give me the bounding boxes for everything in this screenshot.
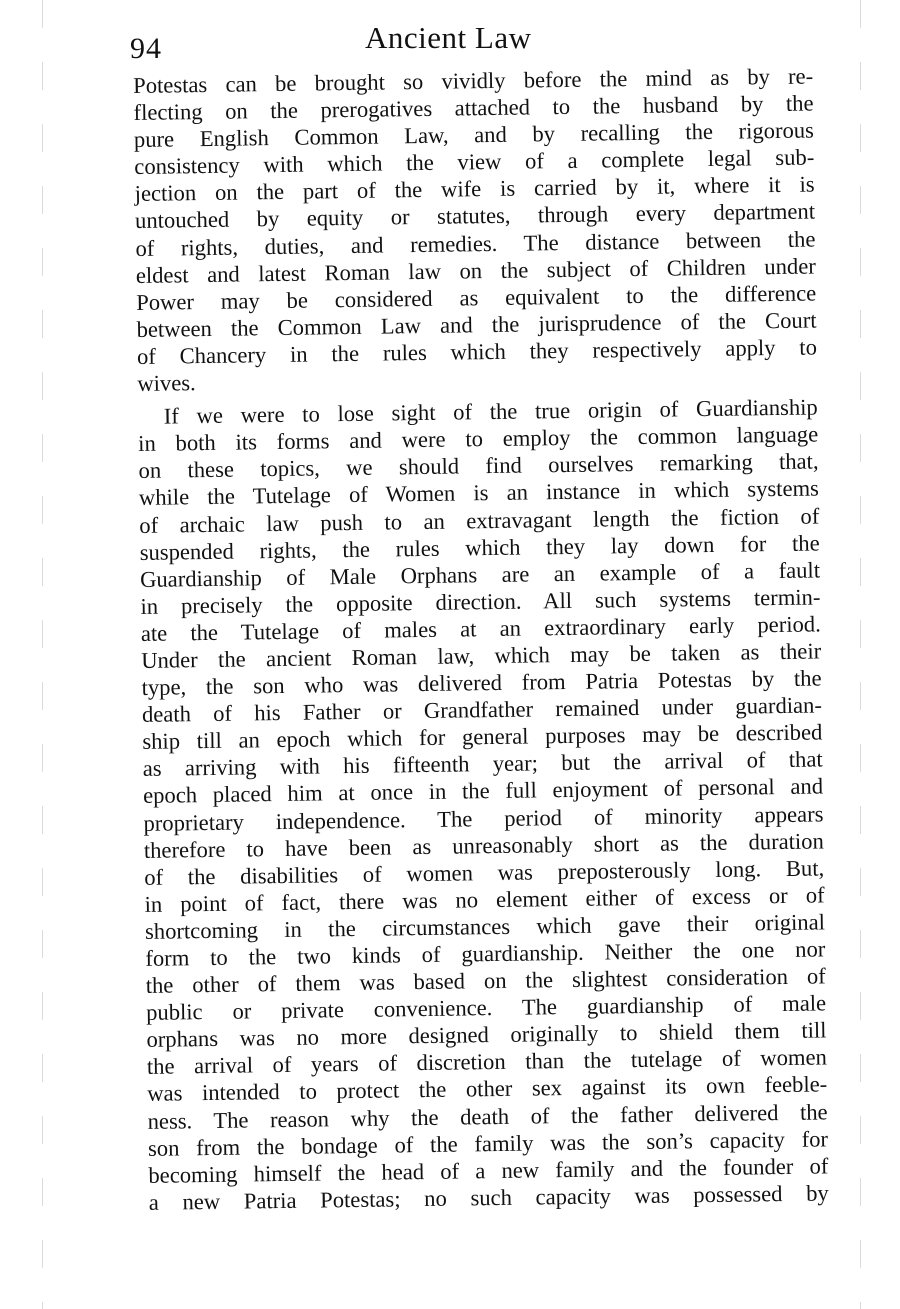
- text-line: orphans was no more designed originally to shield them till: [146, 1017, 827, 1053]
- text-line: the arrival of years of discretion than the tutelage of women: [146, 1044, 827, 1080]
- text-line: while the Tutelage of Women is an instance in which systems: [138, 475, 820, 511]
- margin-scan-noise: [860, 0, 861, 1309]
- text-line: son from the bondage of the family was the son’s capacity for: [147, 1126, 829, 1161]
- text-line: death of his Father or Grandfather remained under guardian-: [141, 692, 823, 728]
- text-line: as arriving with his fifteenth year; but the arrival of that: [142, 746, 823, 782]
- text-line: therefore to have been as unreasonably short as the duration: [143, 828, 824, 863]
- text-line: shortcoming in the circumstances which gave their original: [144, 909, 826, 944]
- text-line: Power may be considered as equivalent to the difference: [136, 280, 817, 315]
- text-line: a new Patria Potestas; no such capacity was possessed by: [148, 1180, 829, 1215]
- text-line: consistency with which the view of a complete legal sub-: [134, 144, 815, 180]
- text-line: becoming himself the head of a new family and the founder of: [148, 1153, 829, 1188]
- page-header: [128, 18, 818, 68]
- text-line: ness. The reason why the death of the father delivered the: [147, 1098, 828, 1134]
- text-line: was intended to protect the other sex against its own feeble-: [147, 1071, 828, 1107]
- text-line: Under the ancient Roman law, which may be taken as their: [141, 638, 822, 673]
- page-number: 94: [130, 32, 162, 65]
- text-line: Guardianship of Male Orphans are an example of a fault: [139, 557, 821, 592]
- text-line: public or private convenience. The guardianship of male: [145, 990, 827, 1026]
- paragraph-2: [138, 394, 829, 1216]
- text-line: If we were to lose sight of the true origin of Guardianship: [163, 394, 818, 429]
- running-head-title: Ancient Law: [365, 20, 532, 55]
- text-line: type, the son who was delivered from Patria Potestas by the: [141, 665, 822, 701]
- paragraph-1: [133, 63, 817, 398]
- text-line: the other of them was based on the slightest consideration of: [145, 963, 826, 999]
- text-line: flecting on the prerogatives attached to the husband by the: [133, 90, 814, 126]
- text-line: form to the two kinds of guardianship. Neither the one nor: [145, 936, 826, 971]
- text-line: in precisely the opposite direction. All such systems termin-: [140, 584, 821, 619]
- body-text: [133, 63, 829, 1216]
- text-line: on these topics, we should find ourselves remarking that,: [138, 448, 819, 484]
- text-line: ship till an epoch which for general purposes may be described: [142, 719, 823, 755]
- text-line: epoch placed him at once in the full enjoyment of personal and: [142, 773, 824, 809]
- text-line: Potestas can be brought so vividly before the mind as by re-: [133, 63, 814, 98]
- text-line: of archaic law push to an extravagant length the fiction of: [139, 502, 820, 538]
- text-line: in both its forms and were to employ the common language: [138, 421, 819, 457]
- text-line: untouched by equity or statutes, through every department: [134, 198, 816, 234]
- text-line: jection on the part of the wife is carried by it, where it is: [134, 171, 815, 207]
- text-line: ate the Tutelage of males at an extraordinary early period.: [140, 611, 821, 646]
- text-line: of rights, duties, and remedies. The distance between the: [135, 226, 816, 261]
- margin-scan-noise: [42, 0, 43, 1309]
- text-line: of the disabilities of women was preposterously long. But,: [144, 855, 825, 890]
- text-line: in point of fact, there was no element either of excess or of: [144, 882, 825, 917]
- text-line: proprietary independence. The period of minority appears: [143, 800, 824, 836]
- text-line: of Chancery in the rules which they respectively apply to: [136, 334, 818, 369]
- text-line: pure English Common Law, and by recalling the rigorous: [133, 117, 815, 153]
- text-line: suspended rights, the rules which they lay down for the: [139, 530, 820, 565]
- text-line: eldest and latest Roman law on the subject of Children under: [135, 253, 816, 288]
- text-line: between the Common Law and the jurisprudence of the Court: [136, 307, 817, 342]
- text-line: wives.: [137, 370, 196, 396]
